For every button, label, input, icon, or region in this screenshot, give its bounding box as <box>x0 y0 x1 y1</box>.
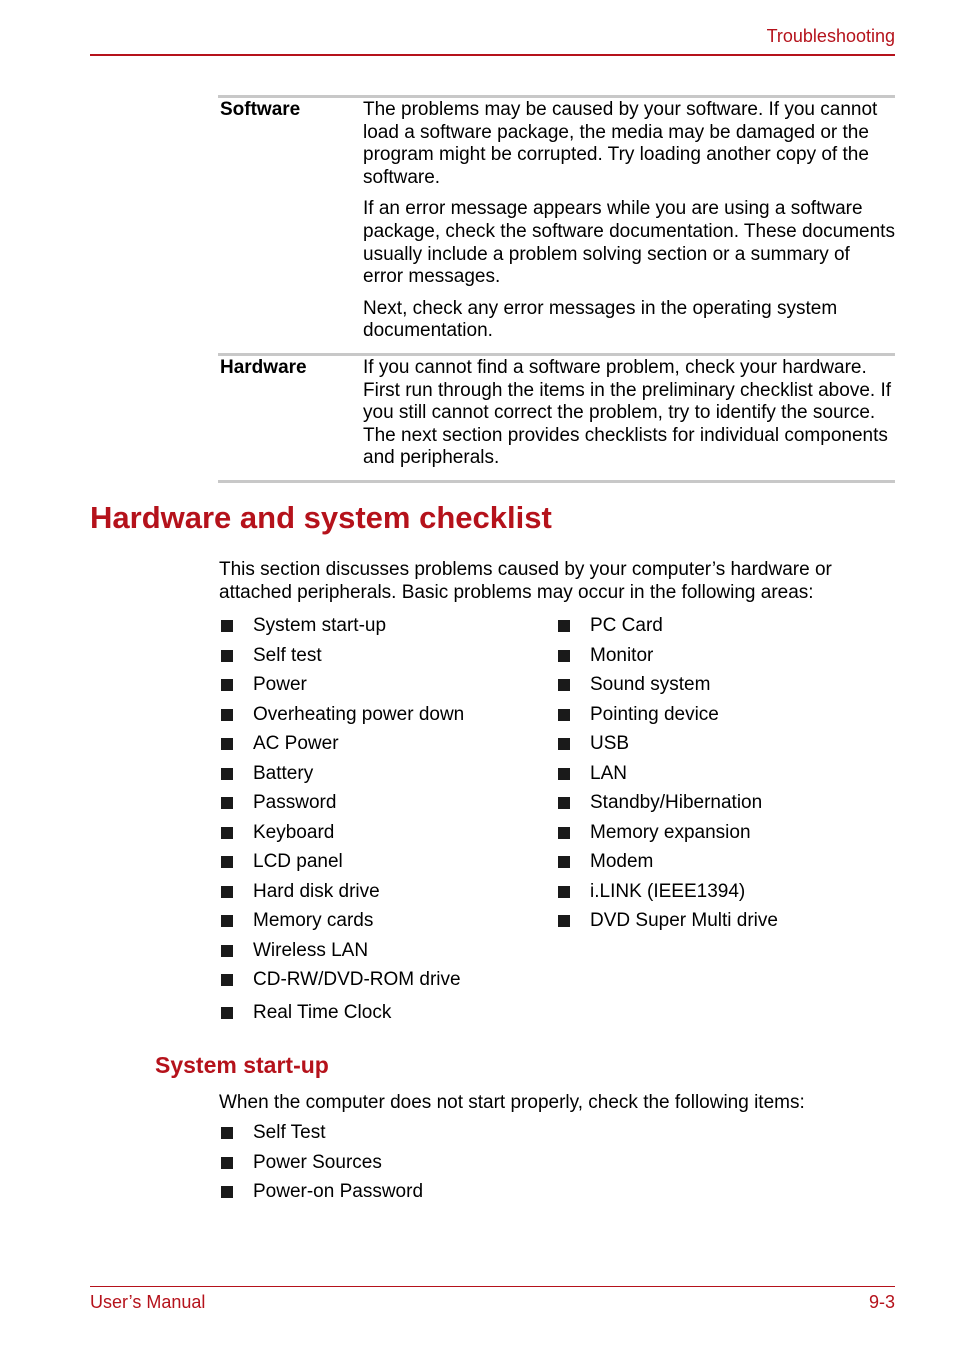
bullet-square-icon <box>221 945 233 957</box>
list-item-label: Wireless LAN <box>253 940 369 961</box>
table-row-description <box>363 98 895 343</box>
list-item-label: Memory cards <box>253 910 374 931</box>
bullet-square-icon <box>558 827 570 839</box>
list-item-label: LAN <box>590 763 627 784</box>
table-row-software <box>218 95 895 353</box>
bullet-square-icon <box>558 679 570 691</box>
list-item-label: Real Time Clock <box>253 1002 392 1023</box>
running-header: Troubleshooting <box>766 26 895 46</box>
bullet-square-icon <box>558 886 570 898</box>
table-row-label: Software <box>220 99 301 120</box>
table-paragraph: The problems may be caused by your software. If you cannot load a software package, the media may be damaged or the program might be corrupted. Try loading another copy of the software. <box>363 99 878 188</box>
list-item-label: Battery <box>253 763 314 784</box>
bullet-square-icon <box>221 1127 233 1139</box>
subsection-heading: System start-up <box>155 1052 329 1078</box>
bullet-square-icon <box>221 650 233 662</box>
list-item-label: Power-on Password <box>253 1181 424 1202</box>
bullet-square-icon <box>221 856 233 868</box>
bullet-square-icon <box>558 797 570 809</box>
list-item-label: System start-up <box>253 615 387 636</box>
bullet-square-icon <box>558 856 570 868</box>
table-row-label: Hardware <box>220 356 307 378</box>
list-item-label: Modem <box>590 851 654 872</box>
bullet-square-icon <box>221 1007 233 1019</box>
list-item-label: Hard disk drive <box>253 881 380 902</box>
list-item-label: Pointing device <box>590 704 719 725</box>
bullet-square-icon <box>558 768 570 780</box>
table-paragraph: If you cannot find a software problem, check your hardware. First run through the items in the preliminary checklist above. If you still cannot correct the problem, try to identify the source. The next section provides checklists for individual components and peripherals. <box>363 356 892 469</box>
list-item-label: Memory expansion <box>590 822 751 843</box>
bullet-square-icon <box>221 827 233 839</box>
table-row-description <box>363 356 895 470</box>
section-heading: Hardware and system checklist <box>90 500 552 535</box>
troubleshooting-table <box>218 95 895 483</box>
list-item-label: AC Power <box>253 733 339 754</box>
bullet-square-icon <box>221 886 233 898</box>
footer-rule <box>90 1286 895 1287</box>
bullet-square-icon <box>221 709 233 721</box>
bullet-square-icon <box>221 1157 233 1169</box>
bullet-square-icon <box>221 1186 233 1198</box>
list-item-label: USB <box>590 733 630 754</box>
list-item-label: CD-RW/DVD-ROM drive <box>253 969 461 990</box>
bullet-square-icon <box>221 974 233 986</box>
list-item-label: Monitor <box>590 645 654 666</box>
bullet-square-icon <box>221 738 233 750</box>
bullet-square-icon <box>558 709 570 721</box>
subsection-text: When the computer does not start properly, check the following items: <box>219 1092 805 1113</box>
bullet-square-icon <box>558 650 570 662</box>
list-item-label: Overheating power down <box>253 704 465 725</box>
list-item-label: Sound system <box>590 674 711 695</box>
list-item-label: PC Card <box>590 615 663 636</box>
bullet-square-icon <box>221 915 233 927</box>
bullet-square-icon <box>221 768 233 780</box>
bullet-square-icon <box>221 679 233 691</box>
table-paragraph: If an error message appears while you are using a software package, check the software documentation. These documents usually include a problem solving section or a summary of error messages. <box>363 198 895 288</box>
section-intro: This section discusses problems caused by your computer’s hardware or attached peripherals. Basic problems may occur in the following areas: <box>219 559 832 603</box>
bullet-square-icon <box>558 915 570 927</box>
bullet-square-icon <box>221 797 233 809</box>
list-item-label: Power Sources <box>253 1152 382 1173</box>
bullet-square-icon <box>558 620 570 632</box>
table-paragraph: Next, check any error messages in the operating system documentation. <box>363 297 838 342</box>
list-item-label: Standby/Hibernation <box>590 792 763 813</box>
bullet-square-icon <box>221 620 233 632</box>
list-item-label: Power <box>253 674 307 695</box>
list-item-label: Self Test <box>253 1122 326 1143</box>
bullet-square-icon <box>558 738 570 750</box>
header-rule <box>90 54 895 56</box>
list-item-label: Self test <box>253 645 322 666</box>
list-item-label: Password <box>253 792 337 813</box>
list-item-label: DVD Super Multi drive <box>590 910 778 931</box>
list-item-label: LCD panel <box>253 851 343 872</box>
footer-page-number: 9-3 <box>868 1292 895 1312</box>
list-item-label: Keyboard <box>253 822 335 843</box>
list-item-label: i.LINK (IEEE1394) <box>590 881 746 902</box>
table-row-hardware <box>218 353 895 483</box>
footer-manual-title: User’s Manual <box>90 1292 206 1312</box>
